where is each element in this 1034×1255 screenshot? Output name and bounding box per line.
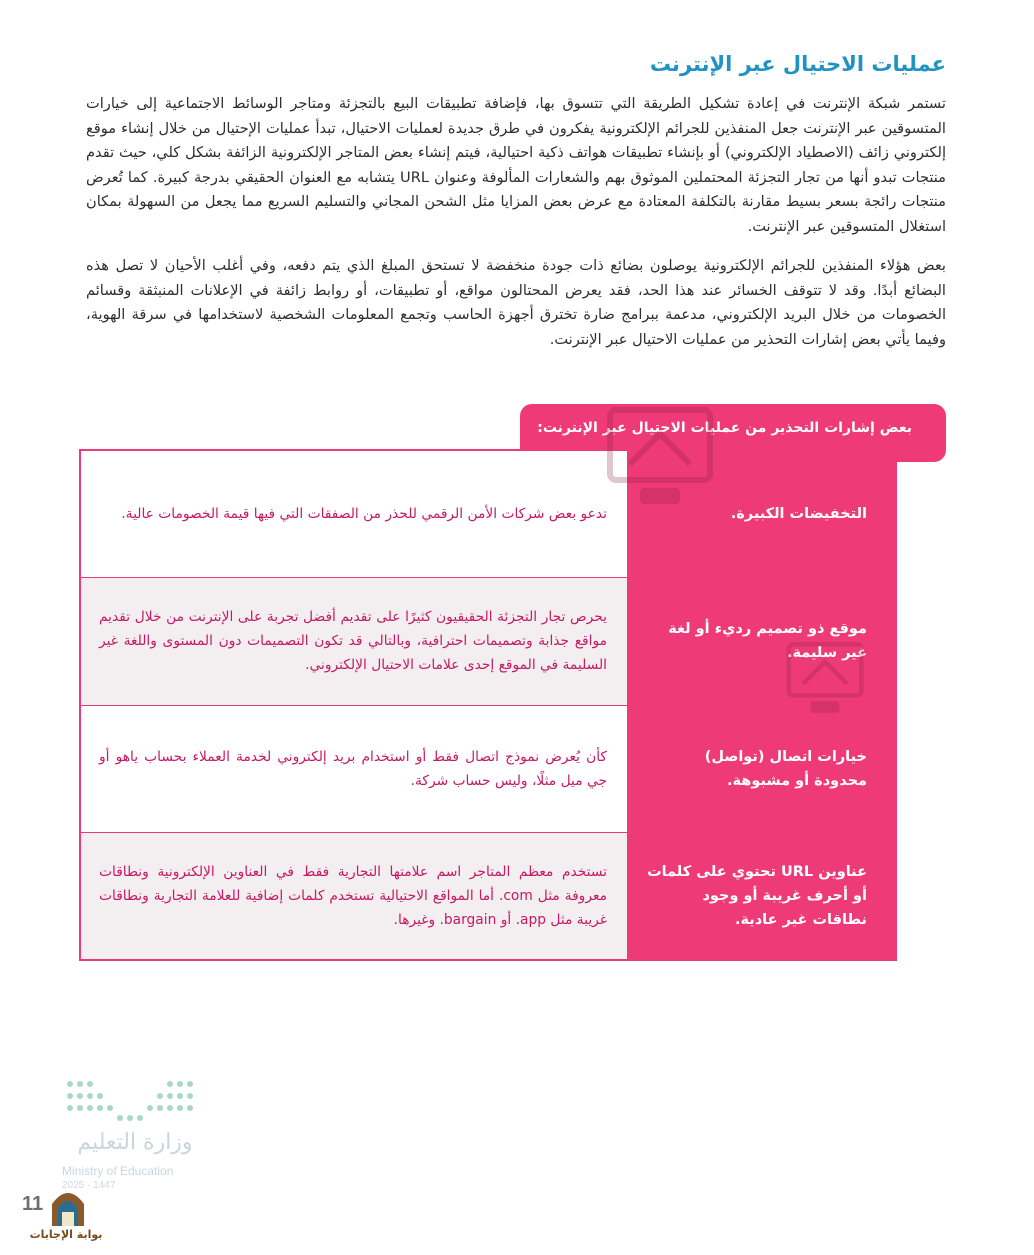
warning-sign-label: التخفيضات الكبيرة. <box>627 451 895 577</box>
ministry-name-english: Ministry of Education <box>62 1164 174 1178</box>
ministry-dots-icon <box>60 1078 210 1126</box>
ministry-year: 2025 - 1447 <box>62 1180 116 1191</box>
warning-sign-description: تدعو بعض شركات الأمن الرقمي للحذر من الصفقات التي فيها قيمة الخصومات عالية. <box>121 506 607 523</box>
watermark-book-icon <box>780 640 870 720</box>
warning-sign-label: عناوين URL تحتوي على كلمات أو أحرف غريبة أو وجود نطاقات غير عادية. <box>627 833 895 959</box>
warning-sign-description: يحرص تجار التجزئة الحقيقيون كثيرًا على تقديم أفضل تجربة على الإنترنت من خلال تقديم مواقع جذابة وتصميمات احترافية، وبالتالي قد تكون التصميمات دون المستوى واللغة غير السليمة في الموقع إحدى علامات الاحتيال الإلكتروني. <box>81 578 627 704</box>
site-logo <box>18 1186 114 1250</box>
table-row <box>81 577 895 704</box>
article-title: عمليات الاحتيال عبر الإنترنت <box>649 52 946 76</box>
table-row <box>81 451 895 577</box>
table-row <box>81 705 895 832</box>
ministry-name-arabic: وزارة التعليم <box>77 1130 193 1155</box>
watermark-book-icon <box>600 404 720 514</box>
warning-signs-table <box>79 449 897 961</box>
ministry-logo <box>60 1078 210 1196</box>
warning-sign-label: خيارات اتصال (تواصل) محدودة أو مشبوهة. <box>627 706 895 832</box>
page-number: 11 <box>22 1193 44 1215</box>
warning-sign-description: كأن يُعرض نموذج اتصال فقط أو استخدام بريد إلكتروني لخدمة العملاء بحساب ياهو أو جي ميل مثلًا، وليس حساب شركة. <box>99 748 607 789</box>
mosque-icon <box>48 1186 88 1228</box>
warning-sign-description: تستخدم معظم المتاجر اسم علامتها التجارية فقط في العناوين الإلكترونية ونطاقات معروفة مثل com. أما المواقع الاحتيالية تستخدم كلمات إضافية للعلامة التجارية ونطاقات غريبة مثل app. أو bargain. وغيرها. <box>81 833 627 959</box>
site-name: بوابة الإجابات <box>29 1228 103 1241</box>
article-paragraph-2: بعض هؤلاء المنفذين للجرائم الإلكترونية يوصلون بضائع ذات جودة منخفضة لا تستحق المبلغ الذي يتم دفعه، وفي أغلب الأحيان لا تصل هذه البضائع أبدًا. وقد لا تتوقف الخسائر عند هذا الحد، فقد يعرض المحتالون مواقع، أو تطبيقات، أو روابط زائفة في الإعلانات المنبثقة وقسائم الخصومات من خلال البريد الإلكتروني، مدعمة ببرامج ضارة تخترق أجهزة الحاسب وتجمع المعلومات الشخصية لاستخدامها في سرقة الهوية، وفيما يأتي بعض إشارات التحذير من عمليات الاحتيال عبر الإنترنت. <box>86 257 946 348</box>
warning-sign-label: موقع ذو تصميم رديء أو لغة غير سليمة. <box>627 578 895 704</box>
article-paragraph-1: تستمر شبكة الإنترنت في إعادة تشكيل الطريقة التي تتسوق بها، فإضافة تطبيقات البيع بالتجزئة ومتاجر الوسائط الاجتماعية إلى خيارات المتسوقين عبر الإنترنت جعل المنفذين للجرائم الإلكترونية يفكرون في طرق جديدة لعمليات الاحتيال، تبدأ عمليات الإحتيال من خلال إنشاء موقع إلكتروني زائف (الاصطياد الإلكتروني) أو بإنشاء تطبيقات هواتف ذكية احتيالية، فيتم إنشاء بعض المتاجر الإلكترونية الزائفة بشكل كلي، حيث تقدم منتجات تبدو أنها من تجار التجزئة المحتملين الموثوق بهم والشعارات المألوفة وعنوان URL يتشابه مع العنوان الحقيقي بدرجة كبيرة. كما تُعرض منتجات رائجة بسعر بسيط مقارنة بالتكلفة المعتادة مع عرض بعض المزايا مثل الشحن المجاني والتسليم السريع مما يجعل من السهولة بمكان استغلال المتسوقين عبر الإنترنت. <box>86 95 946 235</box>
warning-table-title: بعض إشارات التحذير من عمليات الاحتيال عبر الإنترنت: <box>520 404 946 462</box>
table-row <box>81 832 895 959</box>
